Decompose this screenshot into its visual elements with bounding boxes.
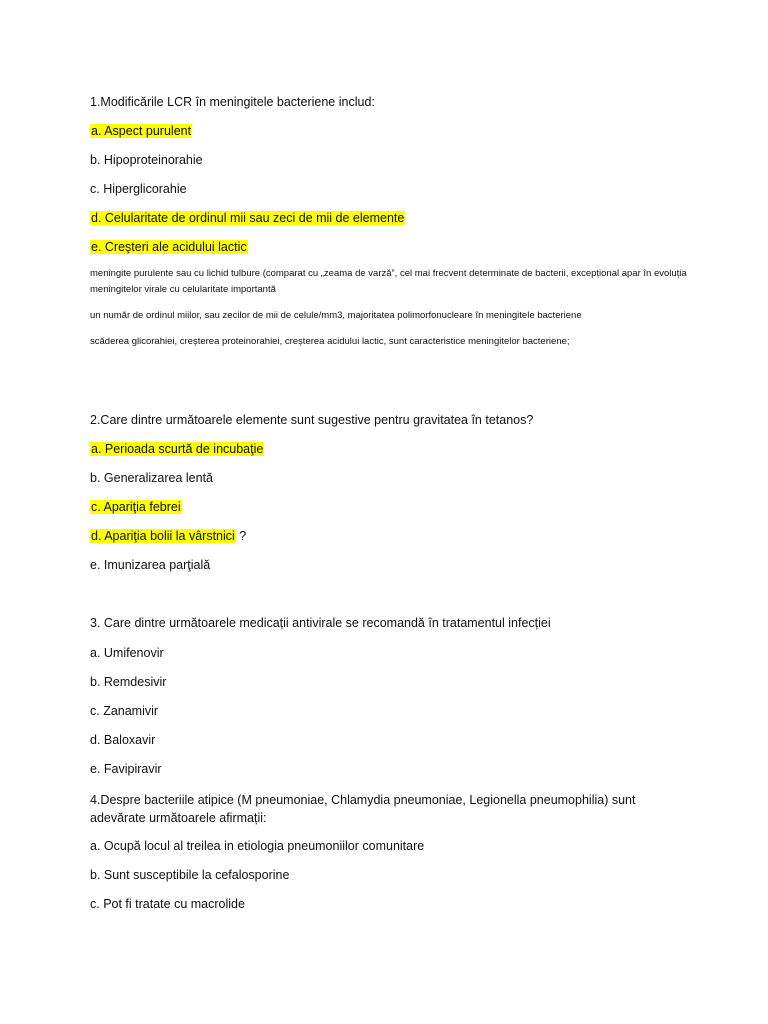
q3-option-a: a. Umifenovir	[90, 646, 164, 660]
q2-option-c	[90, 499, 182, 515]
q4-option-a: a. Ocupă locul al treilea in etiologia pneumoniilor comunitare	[90, 839, 425, 853]
q2-option-c-text: c. Apariţia febrei	[91, 500, 181, 514]
q2-option-d	[90, 528, 246, 544]
q2-option-d-text: d. Apariţia bolii la vârstnici	[91, 529, 235, 543]
q1-explanation-1: meningite purulente sau cu lichid tulbure (comparat cu „zeama de varză”, cel mai frecvent determinate de bacterii, excepțional apar în evoluția meningitelor virale cu celularitate importantă	[90, 268, 687, 295]
q1-explanation-3: scăderea glicorahiei, creșterea proteinorahiei, creșterea acidului lactic, sunt caracteristice meningitelor bacteriene;	[90, 336, 570, 347]
q3-option-b: b. Remdesivir	[90, 675, 167, 689]
q1-option-e	[90, 239, 248, 255]
q1-option-a-text: a. Aspect purulent	[91, 124, 192, 138]
q3-option-d: d. Baloxavir	[90, 733, 156, 747]
q3-option-c: c. Zanamivir	[90, 704, 159, 718]
q3-option-e: e. Favipiravir	[90, 762, 162, 776]
q2-option-a	[90, 441, 264, 457]
q4-option-b: b. Sunt susceptibile la cefalosporine	[90, 868, 290, 882]
q2-option-b: b. Generalizarea lentă	[90, 471, 213, 485]
question-2: 2.Care dintre următoarele elemente sunt sugestive pentru gravitatea în tetanos?	[90, 413, 534, 427]
q1-option-d	[90, 210, 405, 226]
question-4: 4.Despre bacteriile atipice (M pneumoniae, Chlamydia pneumoniae, Legionella pneumophilia) sunt adevărate următoarele afirmații:	[90, 793, 636, 825]
q1-option-d-text: d. Celularitate de ordinul mii sau zeci de mii de elemente	[91, 211, 405, 225]
q1-option-c: c. Hiperglicorahie	[90, 182, 187, 196]
q4-option-c: c. Pot fi tratate cu macrolide	[90, 897, 245, 911]
q1-option-e-text: e. Creşteri ale acidului lactic	[91, 240, 247, 254]
q2-option-a-text: a. Perioada scurtă de incubaţie	[91, 442, 264, 456]
q1-option-b: b. Hipoproteinorahie	[90, 153, 203, 167]
q1-explanation-2: un număr de ordinul miilor, sau zecilor de mii de celule/mm3, majoritatea polimorfonucleare în meningitele bacteriene	[90, 310, 582, 321]
q2-option-e: e. Imunizarea parţială	[90, 558, 211, 572]
question-3: 3. Care dintre următoarele medicații antivirale se recomandă în tratamentul infecției	[90, 616, 551, 630]
q1-option-a	[90, 123, 192, 139]
question-1: 1.Modificările LCR în meningitele bacteriene includ:	[90, 95, 375, 109]
q2-option-d-suffix: ?	[235, 529, 247, 543]
